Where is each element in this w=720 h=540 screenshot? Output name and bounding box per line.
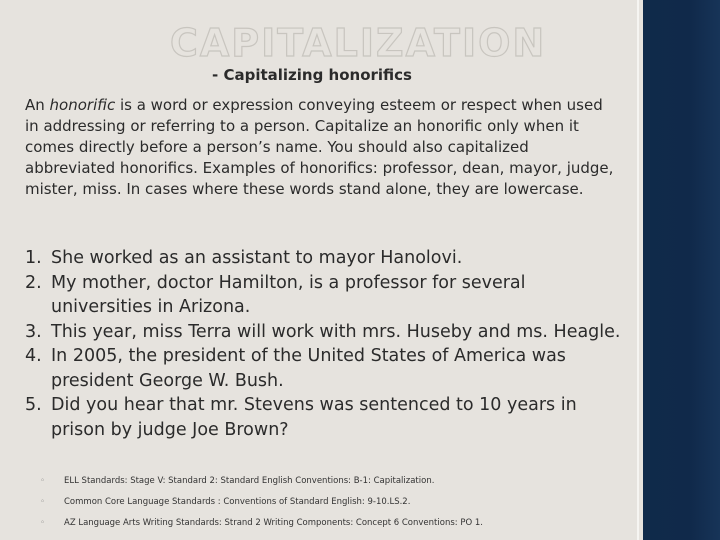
slide-title: CAPITALIZATION (170, 21, 547, 65)
slide-divider (637, 0, 639, 540)
exercise-number: 5. (25, 395, 42, 415)
exercise-item (25, 320, 625, 345)
exercise-item (25, 393, 625, 442)
standard-text: ELL Standards: Stage V: Standard 2: Standard English Conventions: B-1: Capitalization. (64, 476, 435, 486)
intro-term: honorific (49, 96, 116, 114)
exercise-number: 2. (25, 272, 42, 293)
exercise-list (25, 246, 625, 442)
exercise-item (25, 344, 625, 393)
exercise-number: 4. (25, 346, 42, 366)
standard-item (40, 497, 630, 518)
bullet-icon: ◦ (40, 518, 46, 528)
standards-list (40, 476, 630, 539)
standard-text: Common Core Language Standards : Conventions of Standard English: 9-10.LS.2. (64, 497, 411, 507)
exercise-item (25, 246, 625, 271)
exercise-item (25, 271, 625, 320)
intro-lead: An (25, 96, 50, 114)
bullet-icon: ◦ (40, 476, 46, 486)
intro-body: is a word or expression conveying esteem or respect when used in addressing or referring to a person. Capitalize an honorific only when it comes directly before a person’s name. You should also capitalized abbreviated honorifics. Examples of honorifics: professor, dean, mayor, judge, mister, miss. In cases where these words stand alone, they are lowercase. (25, 96, 614, 198)
decorative-side-panel (643, 0, 720, 540)
standard-item (40, 518, 630, 539)
standard-text: AZ Language Arts Writing Standards: Strand 2 Writing Components: Concept 6 Conventions: PO 1. (64, 518, 483, 528)
exercise-number: 3. (25, 321, 42, 342)
exercise-text: She worked as an assistant to mayor Hanolovi. (51, 248, 463, 268)
standard-item (40, 476, 630, 497)
exercise-text: Did you hear that mr. Stevens was sentenced to 10 years in prison by judge Joe Brown? (51, 395, 577, 440)
intro-paragraph (25, 95, 615, 200)
slide-subtitle: - Capitalizing honorifics (212, 66, 412, 84)
exercise-text: In 2005, the president of the United States of America was president George W. Bush. (51, 346, 566, 391)
exercise-text: My mother, doctor Hamilton, is a professor for several universities in Arizona. (51, 272, 526, 317)
exercise-number: 1. (25, 248, 42, 268)
bullet-icon: ◦ (40, 497, 46, 507)
exercise-text: This year, miss Terra will work with mrs. Huseby and ms. Heagle. (51, 321, 621, 342)
